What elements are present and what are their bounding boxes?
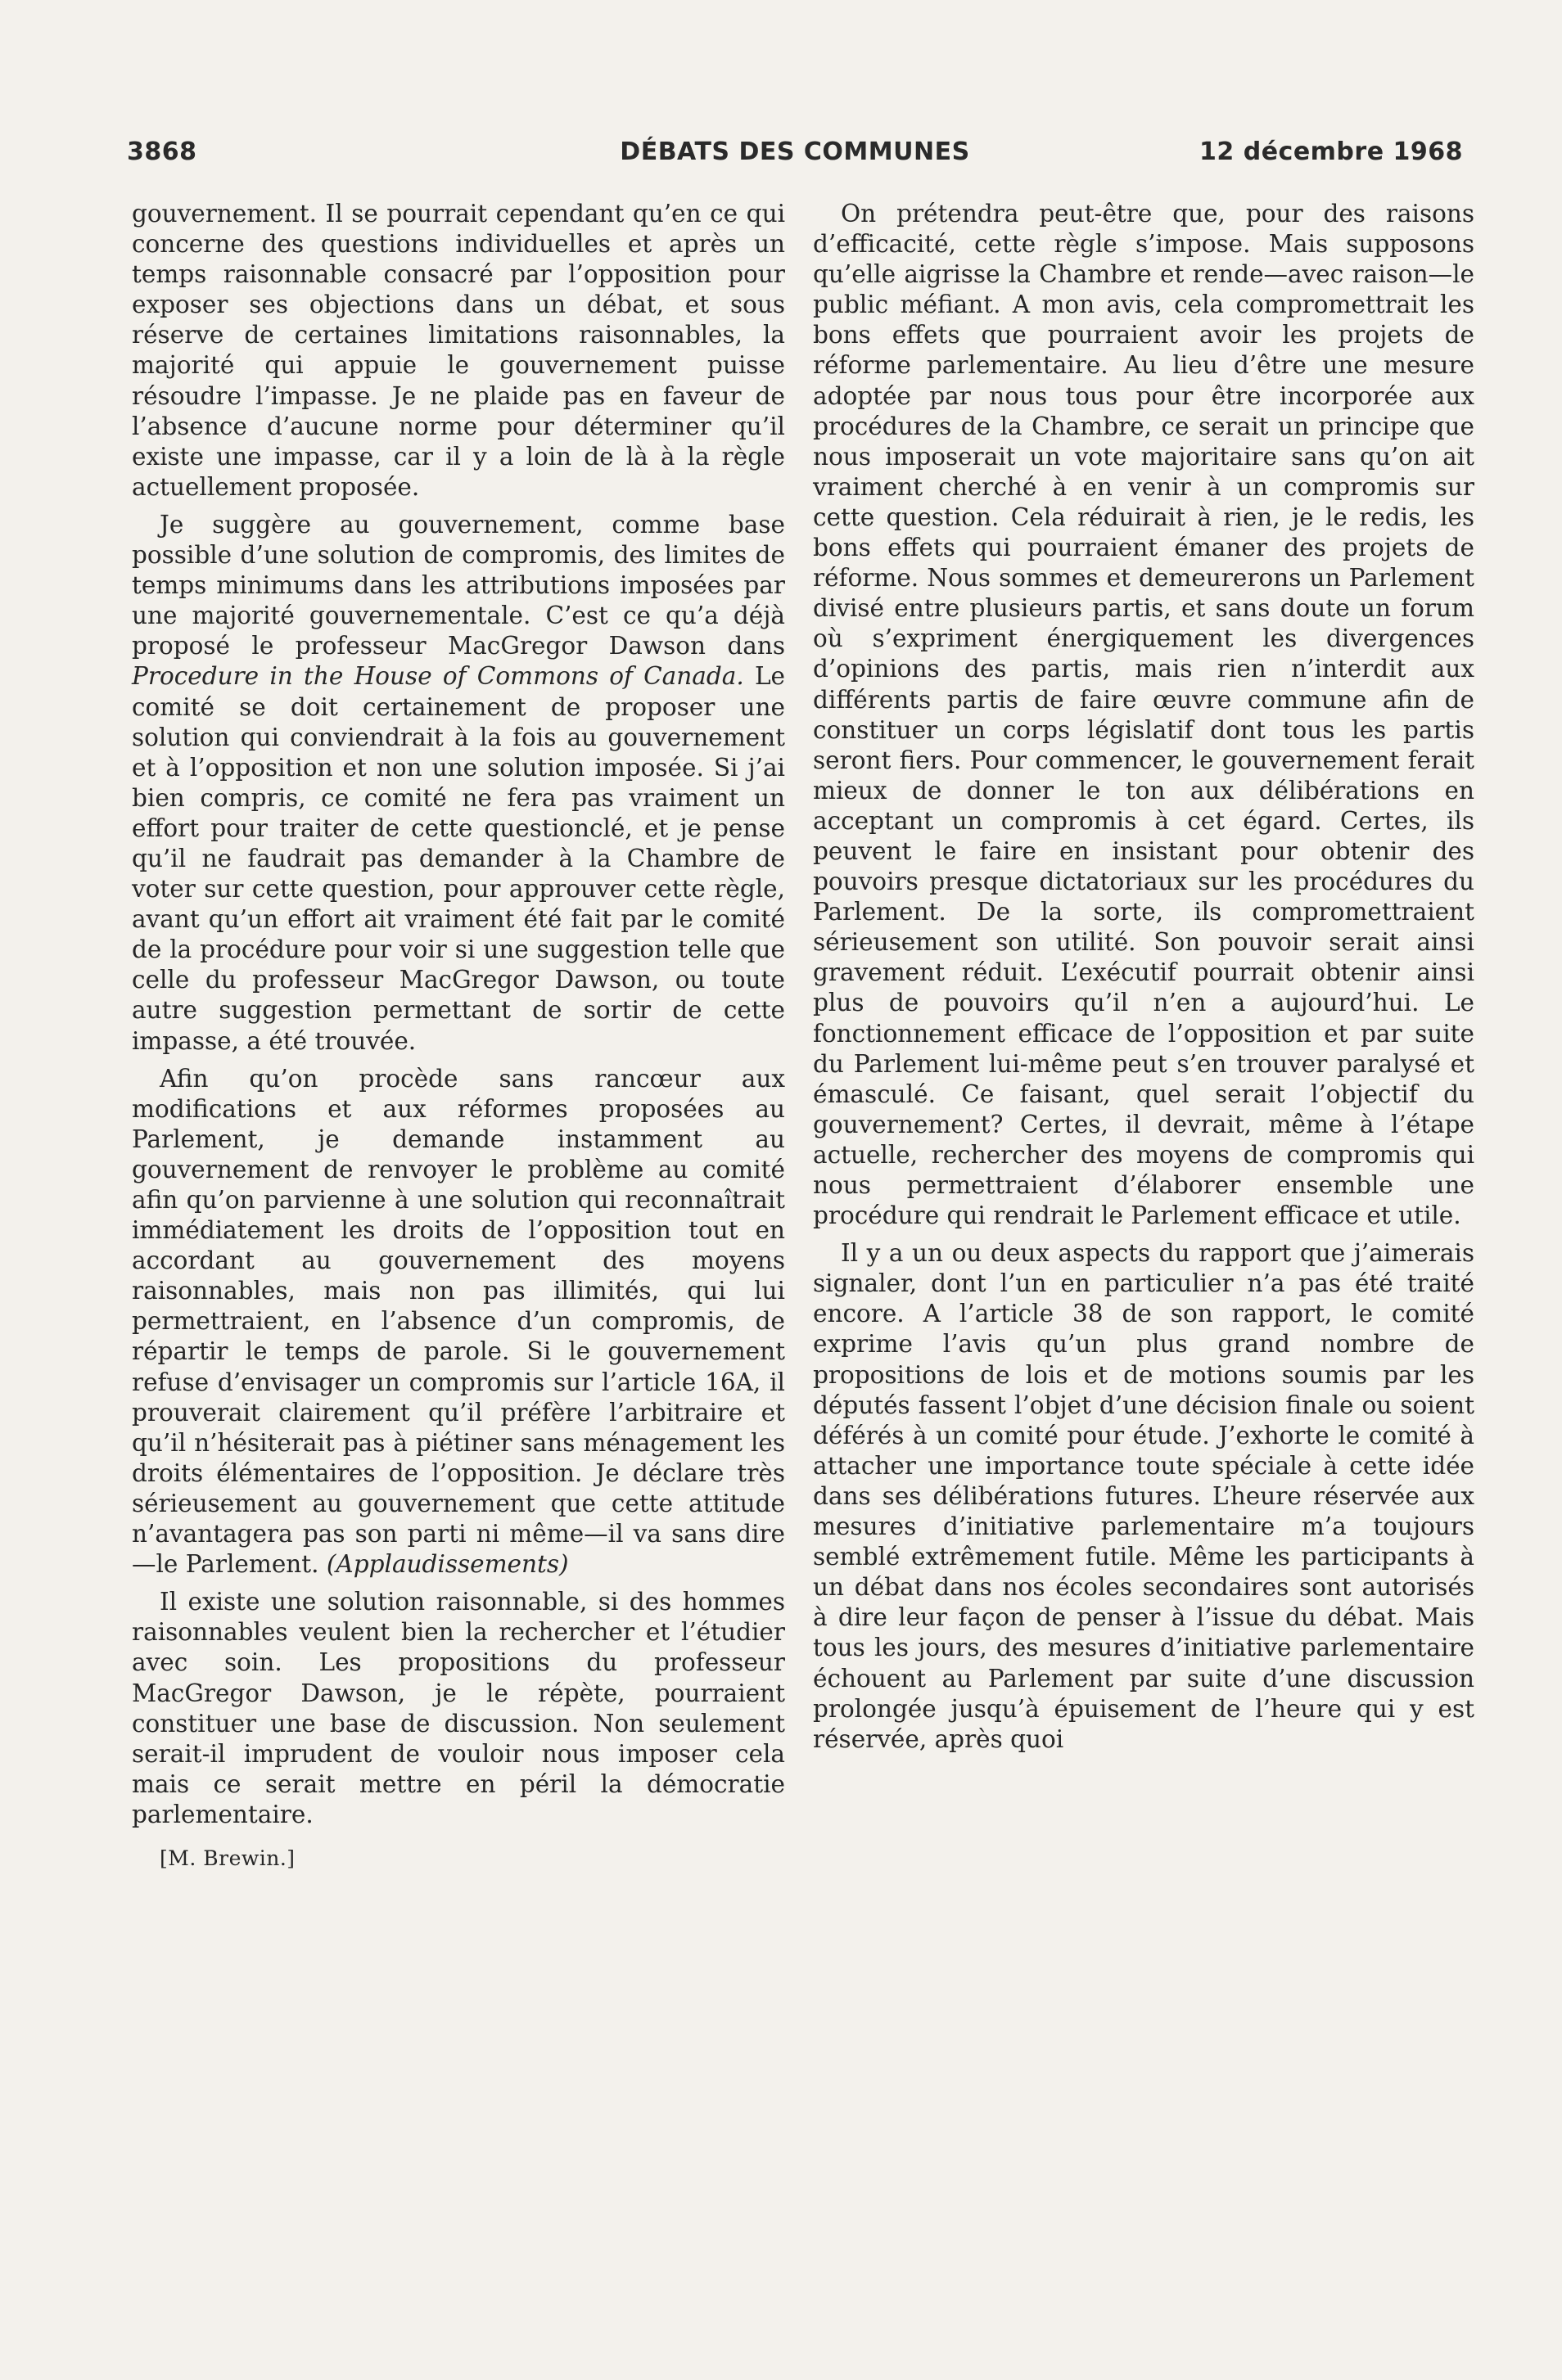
left-column — [132, 199, 785, 1871]
page-number: 3868 — [127, 137, 197, 166]
book-title: Procedure in the House of Commons of Canada. — [132, 662, 744, 691]
header-date: 12 décembre 1968 — [1199, 137, 1463, 166]
paragraph: gouvernement. Il se pourrait cependant qu’en ce qui concerne des questions individuelles et après un temps raisonnable consacré par l’opposition pour exposer ses objections dans un débat, et sous réserve de certaines limitations raisonnables, la majorité qui appuie le gouvernement puisse résoudre l’impasse. Je ne plaide pas en faveur de l’absence d’aucune norme pour déterminer qu’il existe une impasse, car il y a loin de là à la règle actuellement proposée. — [132, 200, 785, 501]
paragraph-text: Afin qu’on procède sans rancœur aux modifications et aux réformes proposées au Parlement, je demande instamment au gouvernement de renvoyer le problème au comité afin qu’on parvienne à une solution qui reconnaîtrait immédiatement les droits de l’opposition tout en accordant au gouvernement des moyens raisonnables, mais non pas illimités, qui lui permettraient, en l’absence d’un compromis, de répartir le temps de parole. Si le gouvernement refuse d’envisager un compromis sur l’article 16A, il prouverait clairement qu’il préfère l’arbitraire et qu’il n’hésiterait pas à piétiner sans ménagement les droits élémentaires de l’opposition. Je déclare très sérieusement au gouvernement que cette attitude n’avantagera pas son parti ni même—il va sans dire—le Parlement. — [132, 1064, 785, 1579]
paragraph: On prétendra peut-être que, pour des raisons d’efficacité, cette règle s’impose. Mais supposons qu’elle aigrisse la Chambre et rende—avec raison—le public méfiant. A mon avis, cela compromettrait les bons effets que pourraient avoir les projets de réforme parlementaire. Au lieu d’être une mesure adoptée par nous tous pour être incorporée aux procédures de la Chambre, ce serait un principe que nous imposerait un vote majoritaire sans qu’on ait vraiment cherché à en venir à un compromis sur cette question. Cela réduirait à rien, je le redis, les bons effets qui pourraient émaner des projets de réforme. Nous sommes et demeurerons un Parlement divisé entre plusieurs partis, et sans doute un forum où s’expriment énergiquement les divergences d’opinions des partis, mais rien n’interdit aux différents partis de faire œuvre commune afin de constituer un corps législatif dont tous les partis seront fiers. Pour commencer, le gouvernement ferait mieux de donner le ton aux délibérations en acceptant un compromis à cet égard. Certes, ils peuvent le faire en insistant pour obtenir des pouvoirs presque dictatoriaux sur les procédures du Parlement. De la sorte, ils compromettraient sérieusement son utilité. Son pouvoir serait ainsi gravement réduit. L’exécutif pourrait obtenir ainsi plus de pouvoirs qu’il n’en a aujourd’hui. Le fonctionnement efficace de l’opposition et par suite du Parlement lui-même peut s’en trouver paralysé et émasculé. Ce faisant, quel serait l’objectif du gouvernement? Certes, il devrait, même à l’étape actuelle, rechercher des moyens de compromis qui nous permettraient d’élaborer ensemble une procédure qui rendrait le Parlement efficace et utile. — [813, 200, 1474, 1230]
applause-note: (Applaudissements) — [326, 1550, 569, 1579]
paragraph: Il y a un ou deux aspects du rapport que j’aimerais signaler, dont l’un en particulier n’a pas été traité encore. A l’article 38 de son rapport, le comité exprime l’avis qu’un plus grand nombre de propositions de lois et de motions soumis par les députés fassent l’objet d’une décision finale ou soient déférés à un comité pour étude. J’exhorte le comité à attacher une importance toute spéciale à cette idée dans ses délibérations futures. L’heure réservée aux mesures d’initiative parlementaire m’a toujours semblé extrêmement futile. Même les participants à un débat dans nos écoles secondaires sont autorisés à dire leur façon de penser à l’issue du débat. Mais tous les jours, des mesures d’initiative parlementaire échouent au Parlement par suite d’une discussion prolongée jusqu’à épuisement de l’heure qui y est réservée, après quoi — [813, 1239, 1474, 1753]
running-title: DÉBATS DES COMMUNES — [620, 137, 970, 166]
paragraph-text: Je suggère au gouvernement, comme base possible d’une solution de compromis, des limites de temps minimums dans les attributions imposées par une majorité gouvernementale. C’est ce qu’a déjà proposé le professeur MacGregor Dawson dans — [132, 510, 785, 660]
right-column — [813, 199, 1474, 1762]
paragraph — [132, 510, 785, 1057]
paragraph — [132, 1064, 785, 1580]
paragraph-text: Le comité se doit certainement de proposer une solution qui conviendrait à la fois au gouvernement et à l’opposition et non une solution imposée. Si j’ai bien compris, ce comité ne fera pas vraiment un effort pour traiter de cette questionclé, et je pense qu’il ne faudrait pas demander à la Chambre de voter sur cette question, pour approuver cette règle, avant qu’un effort ait vraiment été fait par le comité de la procédure pour voir si une suggestion telle que celle du professeur MacGregor Dawson, ou toute autre suggestion permettant de sortir de cette impasse, a été trouvée. — [132, 662, 785, 1055]
paragraph: Il existe une solution raisonnable, si des hommes raisonnables veulent bien la rechercher et l’étudier avec soin. Les propositions du professeur MacGregor Dawson, je le répète, pourraient constituer une base de discussion. Non seulement serait-il imprudent de vouloir nous imposer cela mais ce serait mettre en péril la démocratie parlementaire. — [132, 1588, 785, 1828]
speaker-attribution: [M. Brewin.] — [160, 1846, 296, 1870]
page-header — [127, 137, 1463, 174]
